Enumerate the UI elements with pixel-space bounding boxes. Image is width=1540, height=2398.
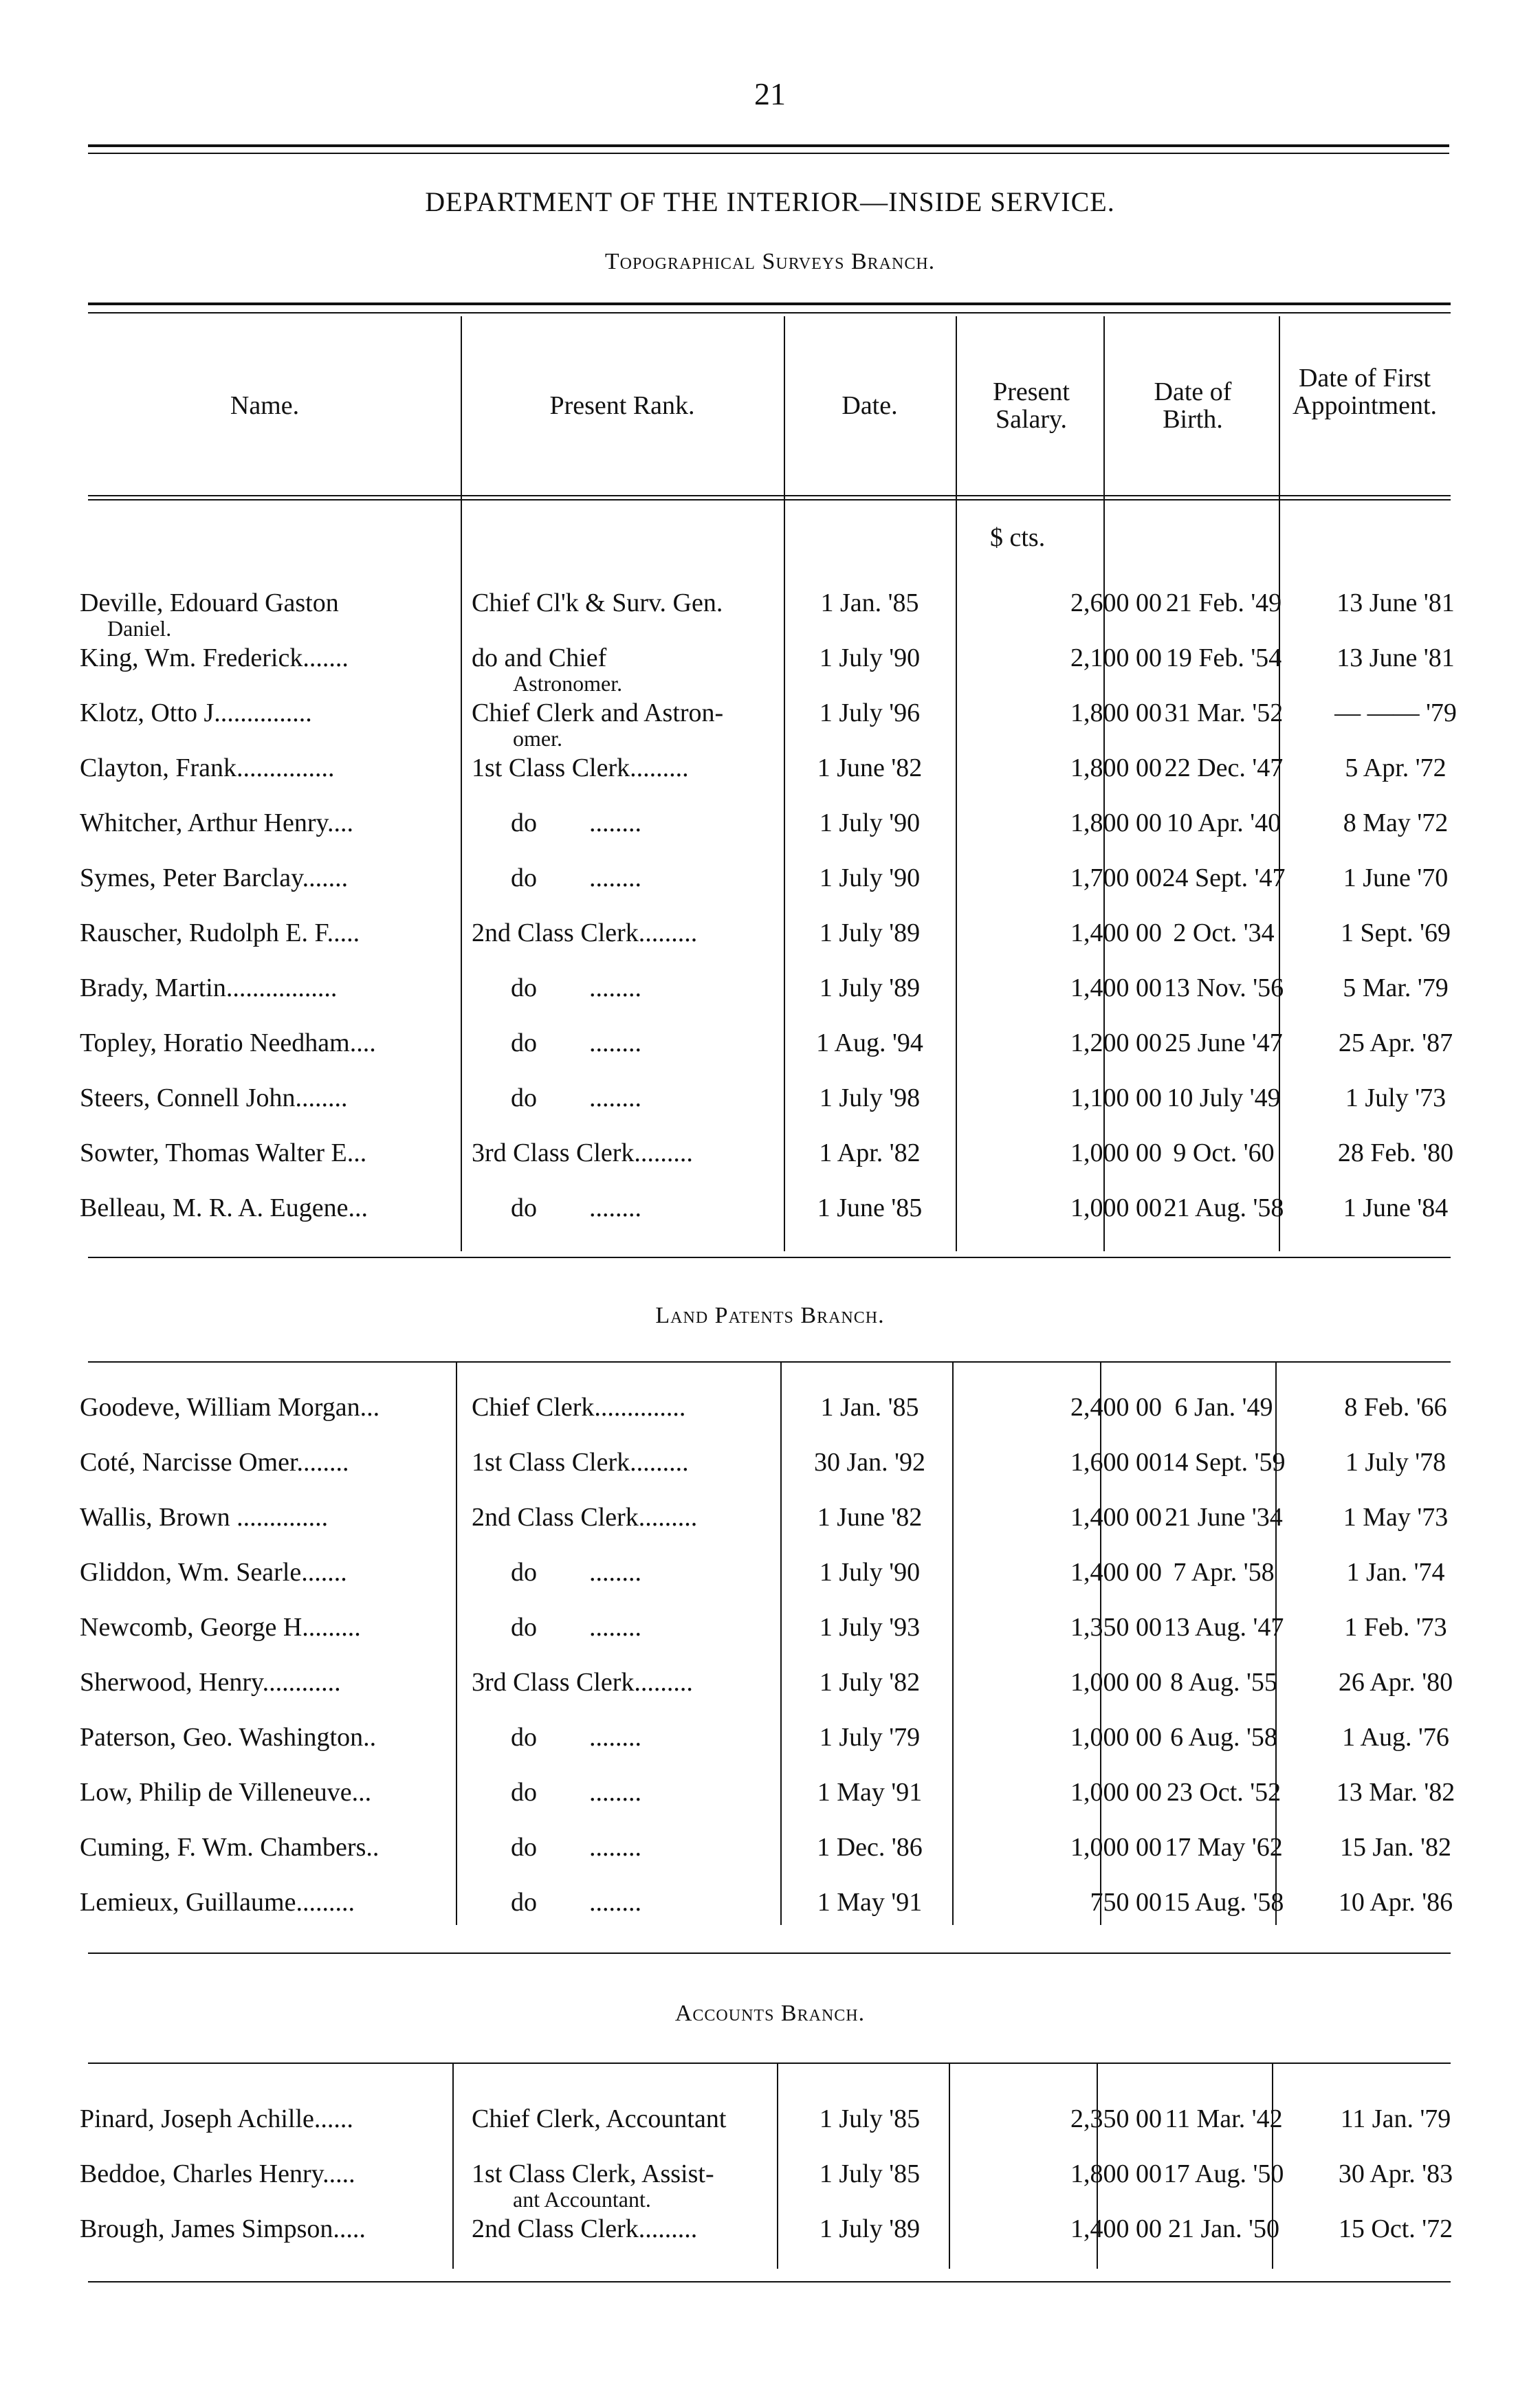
table-row: Goodeve, William Morgan... Chief Clerk.............. 1 Jan. '85 2,400 00 6 Jan. '49 8 Feb. '66 xyxy=(80,1393,1447,1422)
table-row: Clayton, Frank............... 1st Class Clerk......... 1 June '82 1,800 00 22 Dec. '47 5 Apr. '72 xyxy=(80,754,1446,782)
table-row: Symes, Peter Barclay....... do ........ 1 July '90 1,700 00 24 Sept. '47 1 June '70 xyxy=(80,864,1449,892)
col-header-salary: Present Salary. xyxy=(993,377,1070,434)
table-row: Pinard, Joseph Achille...... Chief Clerk, Accountant 1 July '85 2,350 00 11 Mar. '42 11 Jan. '79 xyxy=(80,2104,1451,2133)
table-row: Beddoe, Charles Henry..... 1st Class Clerk, Assist- ant Accountant. 1 July '85 1,800 00 17 Aug. '50 30 Apr. '83 xyxy=(80,2159,1453,2210)
salary-units: $ cts. xyxy=(990,523,1046,552)
table-row: Coté, Narcisse Omer........ 1st Class Clerk......... 30 Jan. '92 1,600 00 14 Sept. '59 1 July '78 xyxy=(80,1448,1446,1477)
department-title: DEPARTMENT OF THE INTERIOR—INSIDE SERVICE. xyxy=(425,186,1115,217)
top-rule-thin xyxy=(88,153,1449,154)
branch-title-topographical: Topographical Surveys Branch. xyxy=(604,249,936,274)
branch-title-land-patents: Land Patents Branch. xyxy=(655,1303,885,1328)
col-header-birth: Date of Birth. xyxy=(1154,377,1232,434)
page-number: 21 xyxy=(754,76,786,111)
accounts-table xyxy=(69,2062,1451,2289)
table-row: Deville, Edouard Gaston Daniel. Chief Cl'k & Surv. Gen. 1 Jan. '85 2,600 00 21 Feb. '49 13 June '81 xyxy=(80,588,1455,639)
table-row: Paterson, Geo. Washington.. do ........ 1 July '79 1,000 00 6 Aug. '58 1 Aug. '76 xyxy=(80,1723,1449,1752)
table-row: Sowter, Thomas Walter E... 3rd Class Clerk......... 1 Apr. '82 1,000 00 9 Oct. '60 28 Feb. '80 xyxy=(80,1138,1454,1167)
col-header-date: Date. xyxy=(842,391,898,420)
table-row: Brough, James Simpson..... 2nd Class Clerk......... 1 July '89 1,400 00 21 Jan. '50 15 Oct. '72 xyxy=(80,2214,1453,2243)
table-row: Newcomb, George H......... do ........ 1 July '93 1,350 00 13 Aug. '47 1 Feb. '73 xyxy=(80,1613,1447,1642)
col-header-first-appointment: Date of First Appointment. xyxy=(1292,364,1438,420)
table-row: Topley, Horatio Needham.... do ........ 1 Aug. '94 1,200 00 25 June '47 25 Apr. '87 xyxy=(80,1028,1453,1057)
table-row: Wallis, Brown .............. 2nd Class Clerk......... 1 June '82 1,400 00 21 June '34 1 May '73 xyxy=(80,1503,1449,1532)
col-header-rank: Present Rank. xyxy=(549,391,695,420)
table-row: Sherwood, Henry............ 3rd Class Clerk......... 1 July '82 1,000 00 8 Aug. '55 26 Apr. '80 xyxy=(80,1668,1453,1697)
table-row: Gliddon, Wm. Searle....... do ........ 1 July '90 1,400 00 7 Apr. '58 1 Jan. '74 xyxy=(80,1558,1445,1587)
table-row: Rauscher, Rudolph E. F..... 2nd Class Clerk......... 1 July '89 1,400 00 2 Oct. '34 1 Sept. '69 xyxy=(80,918,1451,947)
topographical-table xyxy=(69,302,1457,1272)
table-row: Lemieux, Guillaume......... do ........ 1 May '91 750 00 15 Aug. '58 10 Apr. '86 xyxy=(80,1888,1453,1917)
top-rule xyxy=(88,144,1449,147)
table-row: Cuming, F. Wm. Chambers.. do ........ 1 Dec. '86 1,000 00 17 May '62 15 Jan. '82 xyxy=(80,1833,1451,1862)
table-row: Klotz, Otto J............... Chief Clerk and Astron- omer. 1 July '96 1,800 00 31 Mar. '52 — —— '79 xyxy=(80,698,1457,749)
table-row: Steers, Connell John........ do ........ 1 July '98 1,100 00 10 July '49 1 July '73 xyxy=(80,1084,1446,1112)
col-header-name: Name. xyxy=(230,391,300,420)
table-row: King, Wm. Frederick....... do and Chief Astronomer. 1 July '90 2,100 00 19 Feb. '54 13 June '81 xyxy=(80,644,1455,694)
branch-title-accounts: Accounts Branch. xyxy=(674,2001,866,2026)
table-row: Whitcher, Arthur Henry.... do ........ 1 July '90 1,800 00 10 Apr. '40 8 May '72 xyxy=(80,808,1449,837)
land-patents-table xyxy=(69,1361,1455,1966)
table-row: Brady, Martin................. do ........ 1 July '89 1,400 00 13 Nov. '56 5 Mar. '79 xyxy=(80,974,1449,1002)
table-row: Belleau, M. R. A. Eugene... do ........ 1 June '85 1,000 00 21 Aug. '58 1 June '84 xyxy=(80,1194,1449,1222)
table-row: Low, Philip de Villeneuve... do ........ 1 May '91 1,000 00 23 Oct. '52 13 Mar. '82 xyxy=(80,1778,1455,1807)
